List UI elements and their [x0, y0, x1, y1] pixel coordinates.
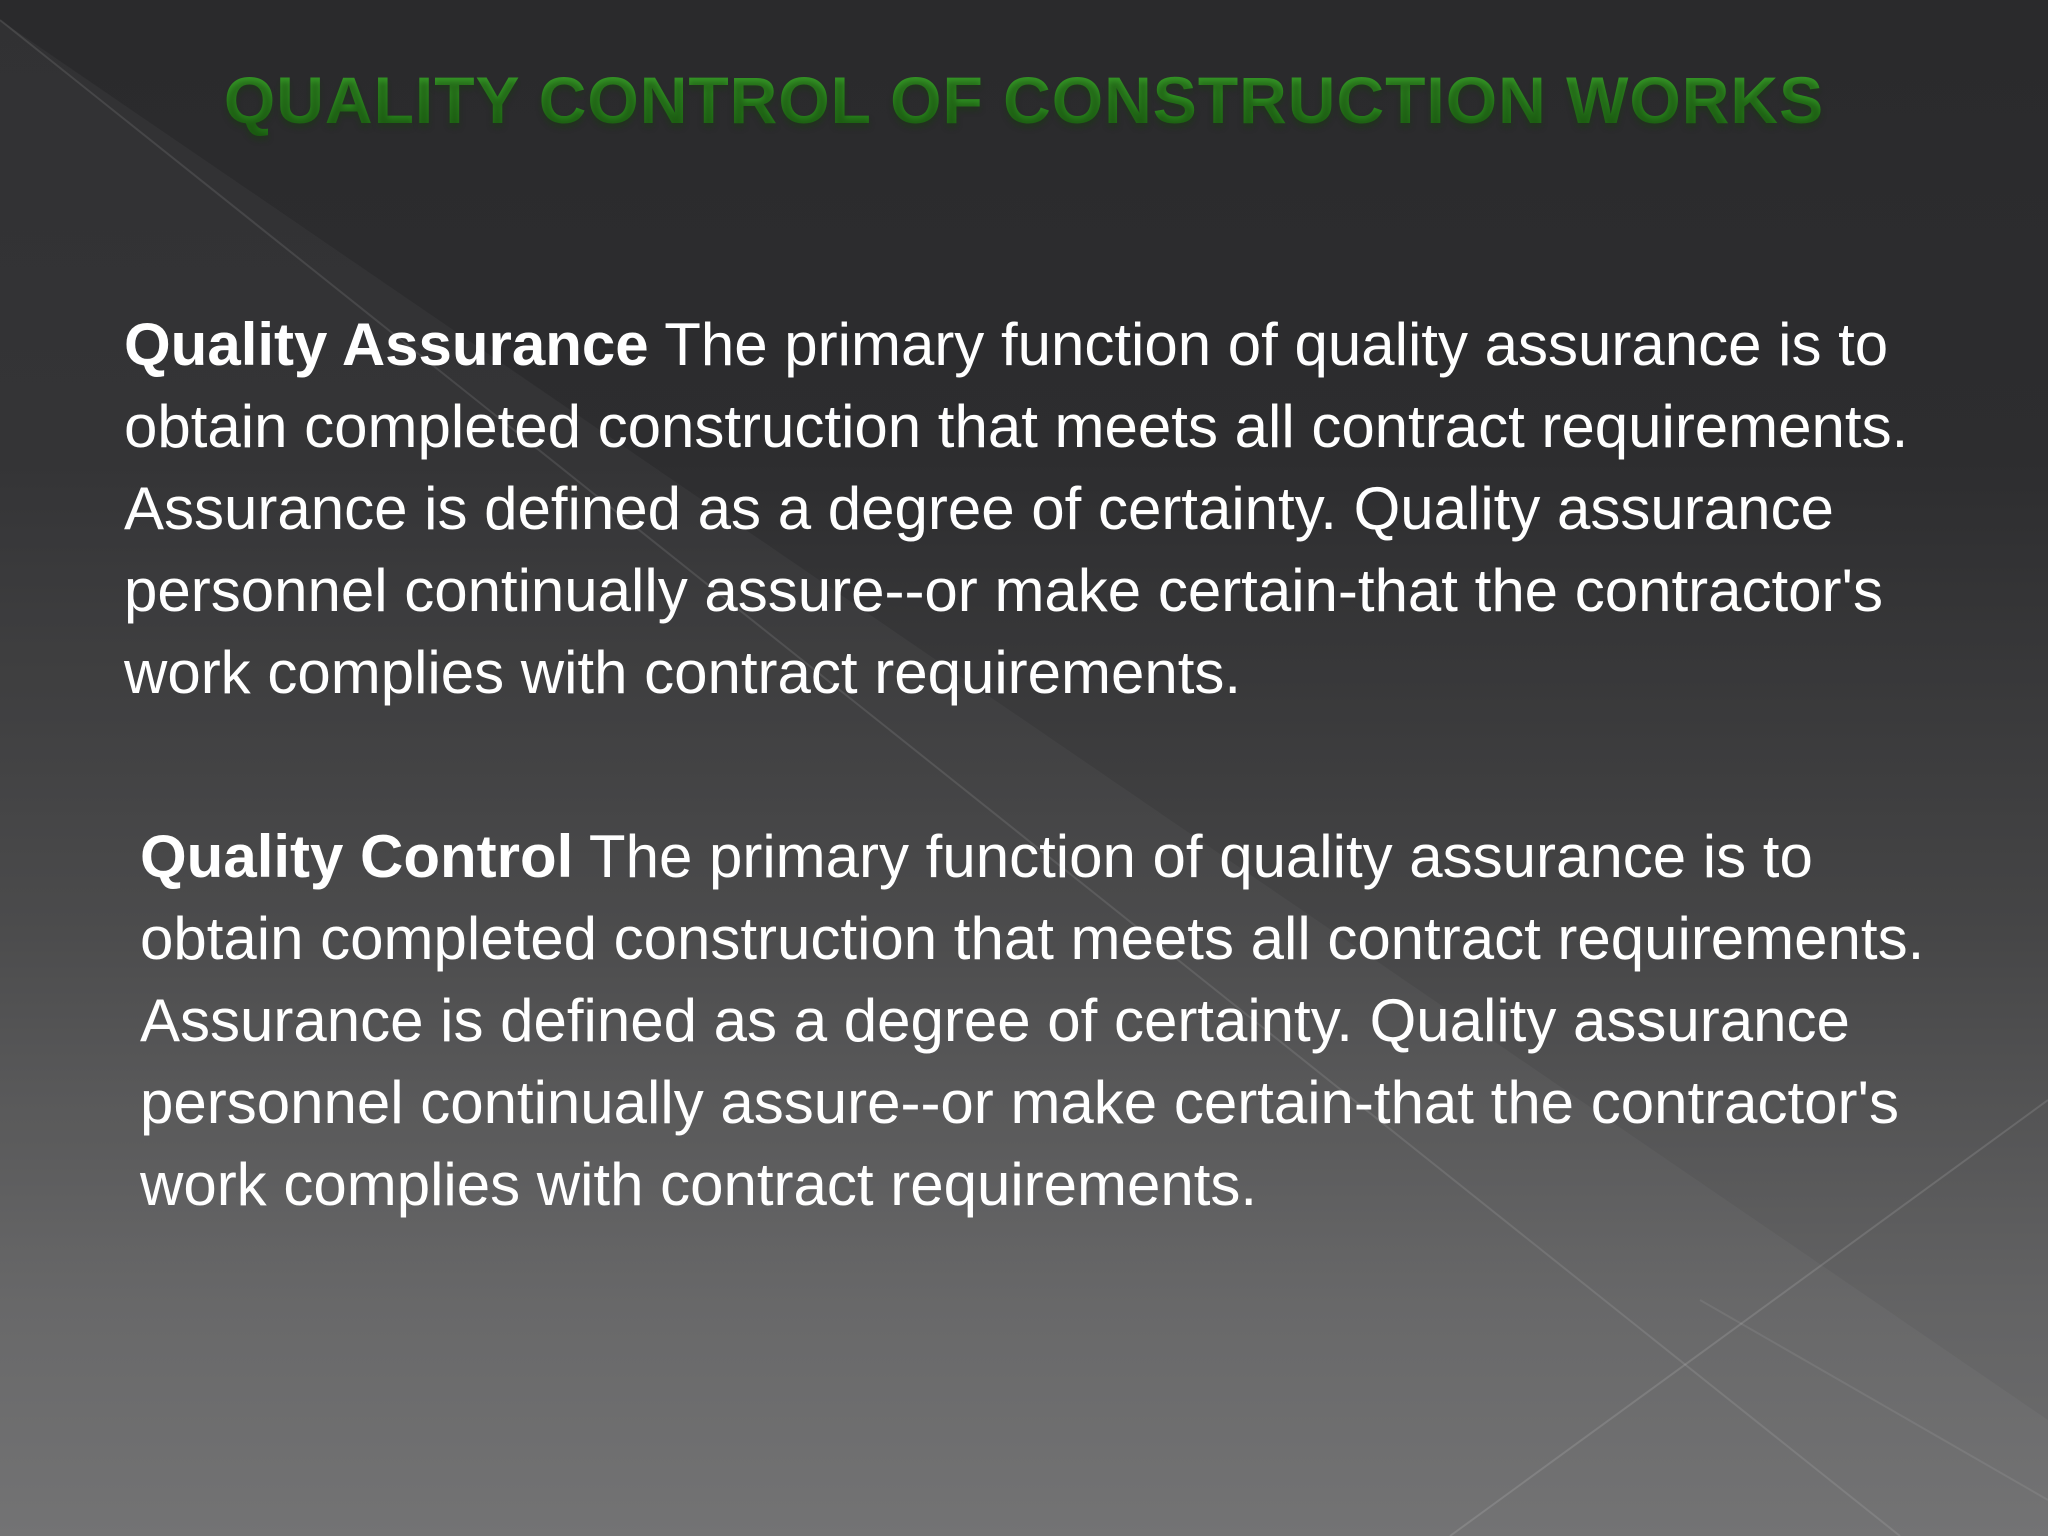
quality-control-paragraph [140, 816, 1980, 1226]
slide-title: QUALITY CONTROL OF CONSTRUCTION WORKS [0, 62, 2048, 138]
quality-assurance-paragraph [124, 304, 1984, 714]
quality-control-term: Quality Control [140, 823, 574, 890]
quality-assurance-text: The primary function of quality assurance is to obtain completed construction that meets all contract requirements. Assurance is defined as a degree of certainty. Quality assurance personnel continually assure--or make certain-that the contractor's work complies with contract requirements. [124, 311, 1909, 706]
quality-assurance-term: Quality Assurance [124, 311, 649, 378]
quality-control-text: The primary function of quality assurance is to obtain completed construction that meets all contract requirements. Assurance is defined as a degree of certainty. Quality assurance personnel continually assure--or make certain-that the contractor's work complies with contract requirements. [140, 823, 1925, 1218]
